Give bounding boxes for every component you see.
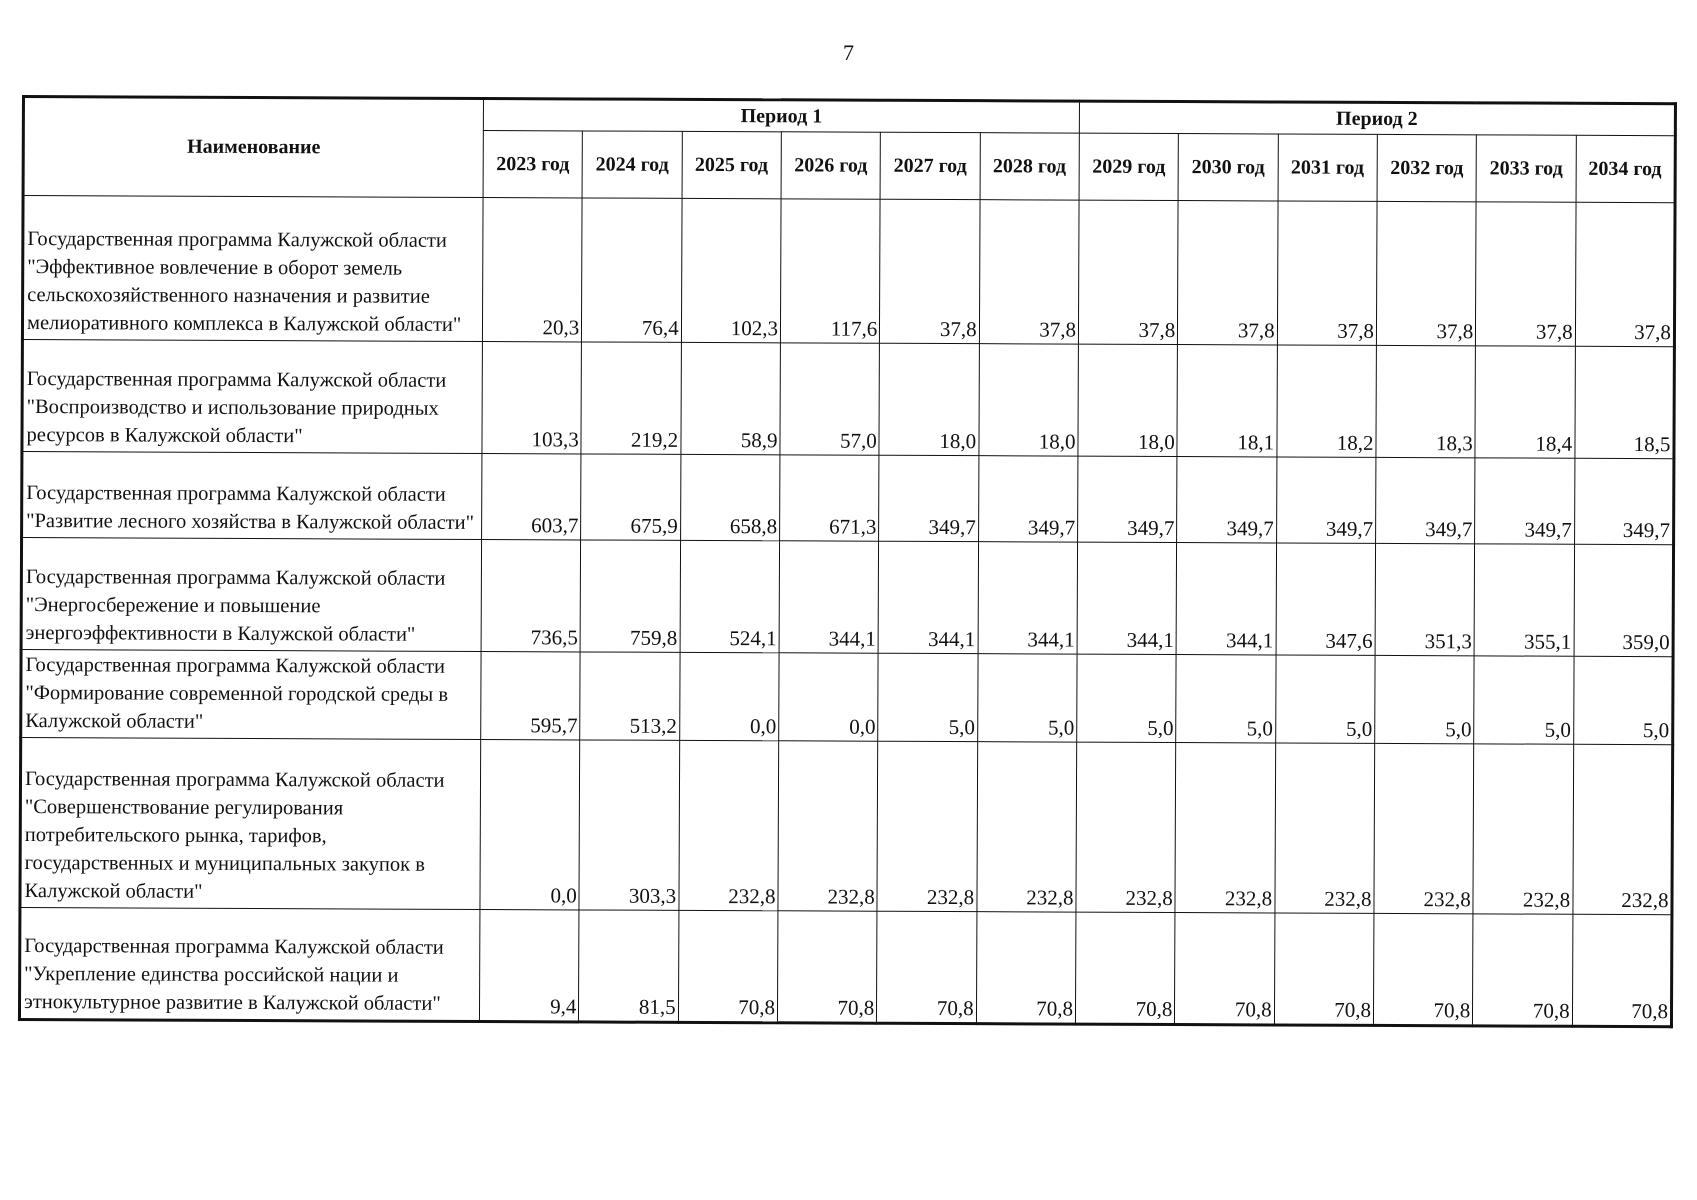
value-cell: 349,7 (879, 455, 979, 541)
year-header: 2024 год (582, 131, 682, 198)
budget-table-container (18, 95, 1674, 1028)
period-1-header: Период 1 (483, 99, 1079, 134)
value-cell: 70,8 (678, 910, 778, 1022)
value-cell: 349,7 (1574, 458, 1674, 544)
value-cell: 103,3 (482, 342, 582, 454)
value-cell: 349,7 (1276, 457, 1376, 543)
value-cell: 0,0 (779, 653, 879, 741)
value-cell: 37,8 (1178, 201, 1278, 345)
table-row (22, 196, 1675, 347)
value-cell: 37,8 (1476, 202, 1576, 346)
value-cell: 70,8 (1373, 913, 1473, 1025)
value-cell: 344,1 (1176, 543, 1276, 655)
value-cell: 355,1 (1474, 544, 1574, 656)
value-cell: 18,3 (1376, 345, 1476, 457)
value-cell: 303,3 (579, 740, 679, 910)
value-cell: 117,6 (780, 199, 880, 343)
value-cell: 70,8 (1473, 914, 1573, 1026)
value-cell: 18,0 (979, 344, 1079, 456)
year-header: 2029 год (1079, 133, 1179, 200)
value-cell: 37,8 (1277, 201, 1377, 345)
value-cell: 76,4 (582, 198, 682, 342)
value-cell: 57,0 (780, 343, 880, 455)
value-cell: 349,7 (1376, 457, 1476, 543)
value-cell: 232,8 (877, 741, 977, 911)
value-cell: 349,7 (1078, 456, 1178, 542)
value-cell: 37,8 (979, 200, 1079, 344)
value-cell: 70,8 (976, 912, 1076, 1024)
year-header: 2023 год (483, 131, 583, 198)
value-cell: 18,0 (879, 343, 979, 455)
value-cell: 759,8 (580, 540, 680, 652)
value-cell: 81,5 (579, 910, 679, 1022)
year-header: 2032 год (1377, 134, 1477, 201)
value-cell: 37,8 (1376, 201, 1476, 345)
name-column-header: Наименование (23, 97, 483, 198)
value-cell: 344,1 (978, 542, 1078, 654)
value-cell: 513,2 (580, 652, 680, 740)
value-cell: 671,3 (780, 455, 880, 541)
value-cell: 232,8 (1473, 744, 1573, 914)
value-cell: 736,5 (481, 540, 581, 652)
year-header: 2031 год (1278, 134, 1378, 201)
program-name-cell: Государственная программа Калужской области "Воспроизводство и использование природных ресурсов в Калужской области" (22, 340, 482, 454)
value-cell: 18,5 (1575, 346, 1675, 458)
value-cell: 37,8 (1078, 200, 1178, 344)
value-cell: 5,0 (878, 653, 978, 741)
value-cell: 344,1 (779, 541, 879, 653)
value-cell: 359,0 (1574, 544, 1674, 656)
value-cell: 37,8 (1575, 202, 1675, 346)
value-cell: 102,3 (681, 198, 781, 342)
year-header: 2026 год (781, 132, 881, 199)
value-cell: 5,0 (1474, 656, 1574, 744)
value-cell: 524,1 (680, 540, 780, 652)
program-name-cell: Государственная программа Калужской области "Формирование современной городской среды в Калужской области" (21, 650, 481, 740)
value-cell: 70,8 (777, 911, 877, 1023)
budget-table (18, 95, 1677, 1028)
table-row (22, 452, 1674, 545)
program-name-cell: Государственная программа Калужской области "Эффективное вовлечение в оборот земель сельскохозяйственного назначения и развитие мелиоративного комплекса в Калужской области" (22, 196, 483, 342)
program-name-cell: Государственная программа Калужской области "Совершенствование регулирования потребительского рынка, тарифов, государственных и муниципальных закупок в Калужской области" (20, 738, 481, 910)
value-cell: 349,7 (1177, 457, 1277, 543)
table-row (21, 650, 1673, 745)
value-cell: 349,7 (978, 456, 1078, 542)
table-row (20, 738, 1673, 915)
value-cell: 58,9 (681, 342, 781, 454)
value-cell: 344,1 (1077, 542, 1177, 654)
year-header: 2030 год (1178, 134, 1278, 201)
value-cell: 70,8 (1175, 913, 1275, 1025)
value-cell: 232,8 (1175, 743, 1275, 913)
value-cell: 5,0 (1077, 654, 1177, 742)
value-cell: 232,8 (778, 741, 878, 911)
value-cell: 603,7 (482, 454, 582, 540)
year-header: 2025 год (682, 131, 782, 198)
table-row (21, 538, 1673, 657)
year-header: 2033 год (1476, 135, 1576, 202)
year-header: 2034 год (1576, 135, 1676, 202)
table-row (19, 907, 1671, 1026)
value-cell: 70,8 (1572, 914, 1672, 1026)
program-name-cell: Государственная программа Калужской области "Укрепление единства российской нации и этнокультурное развитие в Калужской области" (19, 907, 479, 1021)
value-cell: 232,8 (1374, 743, 1474, 913)
page-number: 7 (843, 40, 854, 65)
value-cell: 0,0 (480, 740, 580, 910)
value-cell: 5,0 (1176, 655, 1276, 743)
value-cell: 18,4 (1475, 346, 1575, 458)
value-cell: 595,7 (481, 652, 581, 740)
value-cell: 18,2 (1277, 345, 1377, 457)
value-cell: 347,6 (1276, 543, 1376, 655)
value-cell: 5,0 (1573, 656, 1673, 744)
value-cell: 0,0 (679, 652, 779, 740)
value-cell: 351,3 (1375, 543, 1475, 655)
value-cell: 349,7 (1475, 458, 1575, 544)
table-row (22, 340, 1674, 459)
value-cell: 232,8 (1573, 744, 1673, 914)
program-name-cell: Государственная программа Калужской области "Энергосбережение и повышение энергоэффективности в Калужской области" (21, 538, 481, 652)
value-cell: 18,0 (1078, 344, 1178, 456)
value-cell: 70,8 (1075, 912, 1175, 1024)
value-cell: 232,8 (1076, 742, 1176, 912)
year-header: 2027 год (880, 132, 980, 199)
value-cell: 344,1 (878, 541, 978, 653)
value-cell: 18,1 (1177, 345, 1277, 457)
value-cell: 70,8 (877, 911, 977, 1023)
value-cell: 20,3 (482, 198, 582, 342)
value-cell: 5,0 (1275, 655, 1375, 743)
value-cell: 232,8 (679, 740, 779, 910)
value-cell: 37,8 (880, 199, 980, 343)
table-body (19, 196, 1675, 1027)
value-cell: 219,2 (581, 342, 681, 454)
value-cell: 9,4 (479, 910, 579, 1022)
program-name-cell: Государственная программа Калужской области "Развитие лесного хозяйства в Калужской области" (22, 452, 482, 540)
value-cell: 5,0 (977, 654, 1077, 742)
value-cell: 658,8 (680, 454, 780, 540)
value-cell: 70,8 (1274, 913, 1374, 1025)
period-2-header: Период 2 (1079, 101, 1675, 136)
value-cell: 5,0 (1375, 655, 1475, 743)
value-cell: 675,9 (581, 454, 681, 540)
value-cell: 232,8 (977, 742, 1077, 912)
value-cell: 232,8 (1275, 743, 1375, 913)
year-header: 2028 год (980, 133, 1080, 200)
